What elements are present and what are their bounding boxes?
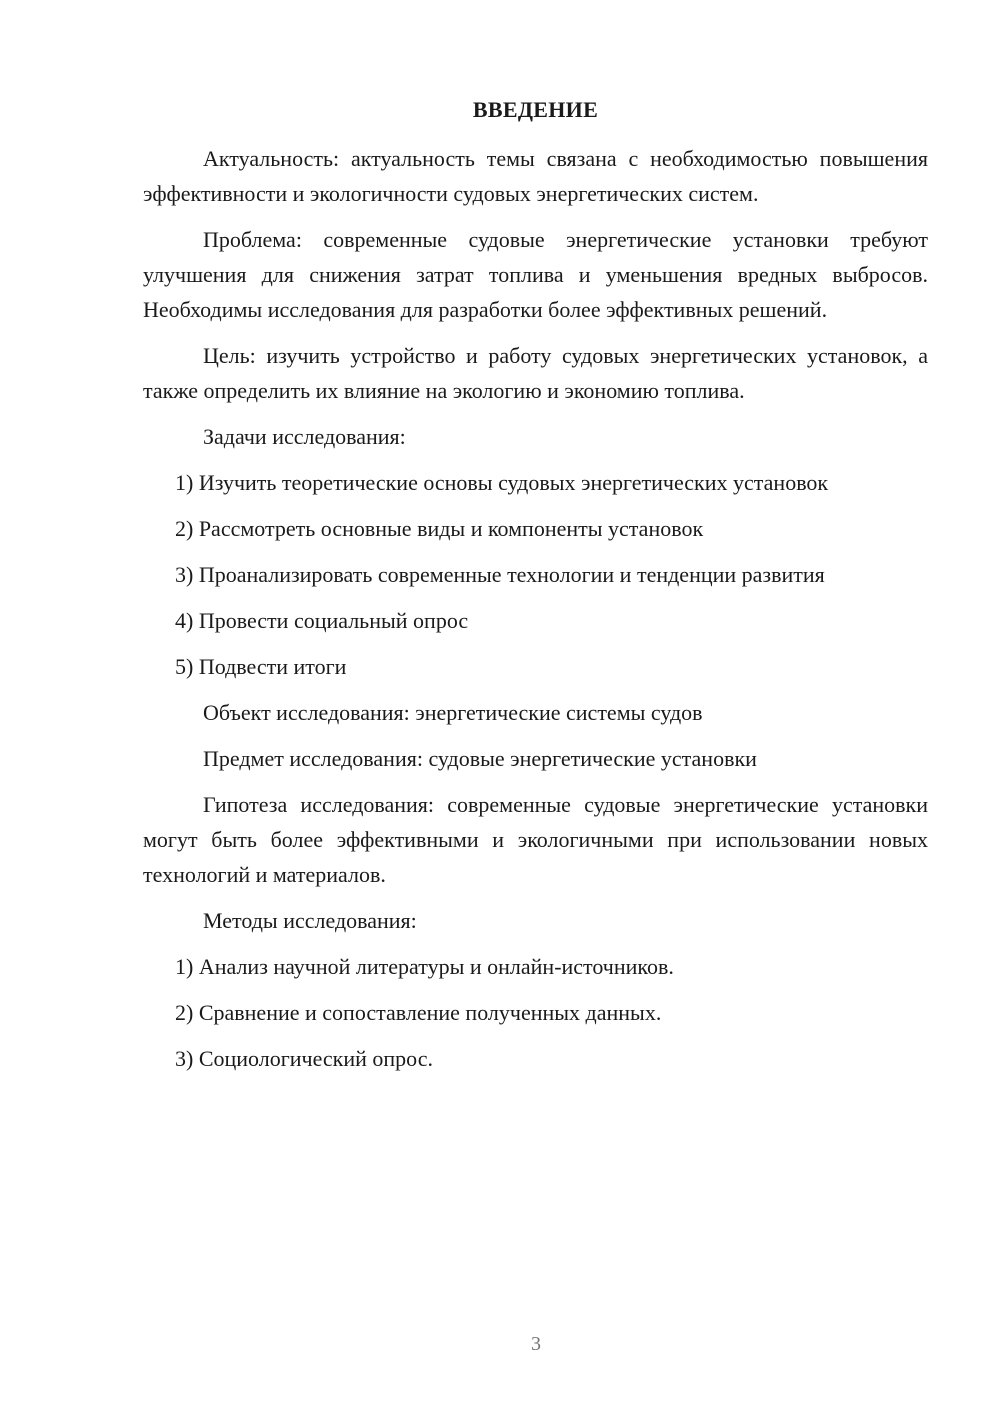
document-body <box>143 92 928 1087</box>
task-item: 4) Провести социальный опрос <box>175 608 469 633</box>
methods-heading: Методы исследования: <box>203 908 417 933</box>
tasks-heading: Задачи исследования: <box>203 424 406 449</box>
task-item: 1) Изучить теоретические основы судовых энергетических установок <box>175 470 829 495</box>
object-paragraph: Объект исследования: энергетические системы судов <box>203 700 703 725</box>
problem-paragraph: Проблема: современные судовые энергетические установки требуют улучшения для снижения затрат топлива и уменьшения вредных выбросов. Необходимы исследования для разработки более эффективных решений. <box>143 227 928 322</box>
method-item: 1) Анализ научной литературы и онлайн-источников. <box>175 954 674 979</box>
subject-paragraph: Предмет исследования: судовые энергетические установки <box>203 746 757 771</box>
task-item: 2) Рассмотреть основные виды и компоненты установок <box>175 516 704 541</box>
page-number: 3 <box>531 1333 541 1355</box>
goal-paragraph: Цель: изучить устройство и работу судовых энергетических установок, а также определить их влияние на экологию и экономию топлива. <box>143 343 928 403</box>
hypothesis-paragraph: Гипотеза исследования: современные судовые энергетические установки могут быть более эффективными и экологичными при использовании новых технологий и материалов. <box>143 792 928 887</box>
relevance-paragraph: Актуальность: актуальность темы связана с необходимостью повышения эффективности и экологичности судовых энергетических систем. <box>143 146 928 206</box>
task-item: 5) Подвести итоги <box>175 654 347 679</box>
page-title: ВВЕДЕНИЕ <box>472 97 599 122</box>
task-item: 3) Проанализировать современные технологии и тенденции развития <box>175 562 825 587</box>
method-item: 2) Сравнение и сопоставление полученных данных. <box>175 1000 662 1025</box>
method-item: 3) Социологический опрос. <box>175 1046 433 1071</box>
